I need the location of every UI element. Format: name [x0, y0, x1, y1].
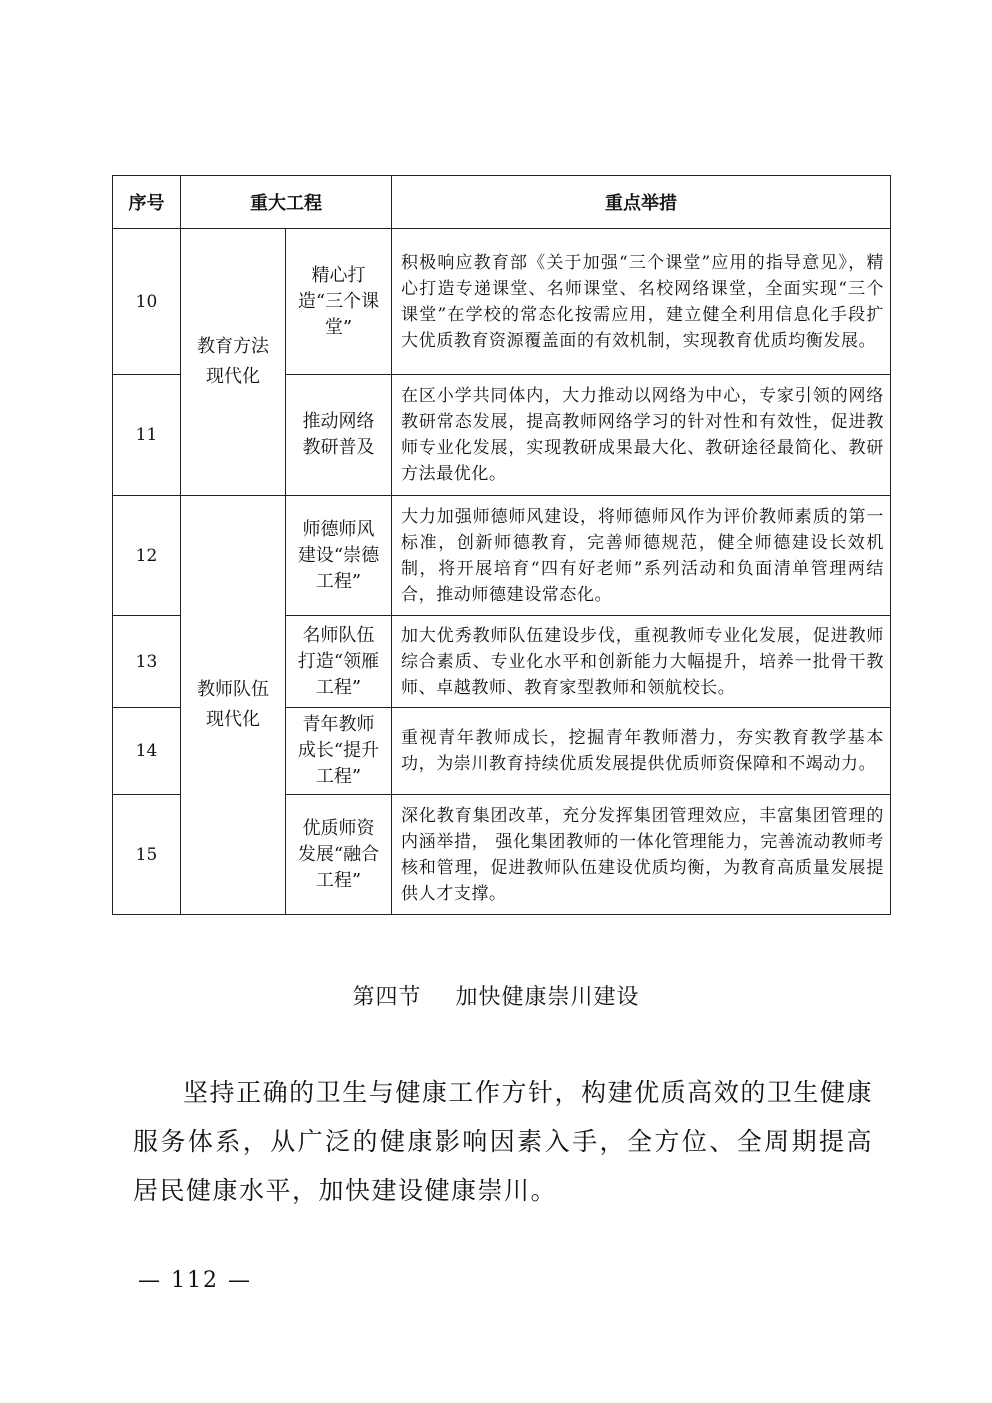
row-number: 10: [113, 229, 181, 375]
project-cell: 师德师风建设“崇德工程”: [286, 496, 392, 616]
table-header-row: [113, 176, 891, 229]
category-cell: [181, 496, 286, 915]
category-label: 教育方法现代化: [197, 336, 269, 387]
measures-cell: 积极响应教育部《关于加强“三个课堂”应用的指导意见》，精心打造专递课堂、名师课堂、名校网络课堂，全面实现“三个课堂”在学校的常态化按需应用，建立健全利用信息化手段扩大优质教育资源覆盖面的有效机制，实现教育优质均衡发展。: [392, 229, 891, 375]
row-number: 12: [113, 496, 181, 616]
row-number: 15: [113, 795, 181, 915]
measures-cell: 加大优秀教师队伍建设步伐，重视教师专业化发展，促进教师综合素质、专业化水平和创新能力大幅提升，培养一批骨干教师、卓越教师、教育家型教师和领航校长。: [392, 616, 891, 708]
header-project: 重大工程: [181, 176, 392, 229]
header-num: 序号: [113, 176, 181, 229]
table-row: [113, 496, 891, 616]
measures-table: [112, 175, 891, 915]
row-number: 14: [113, 708, 181, 795]
project-cell: 名师队伍打造“领雁工程”: [286, 616, 392, 708]
project-cell: 推动网络教研普及: [286, 375, 392, 496]
category-cell: [181, 229, 286, 496]
measures-cell: 大力加强师德师风建设，将师德师风作为评价教师素质的第一标准，创新师德教育，完善师德规范，健全师德建设长效机制，将开展培育“四有好老师”系列活动和负面清单管理两结合，推动师德建设常态化。: [392, 496, 891, 616]
section-title: 加快健康崇川建设: [455, 985, 640, 1010]
section-number: 第四节: [352, 985, 422, 1010]
row-number: 13: [113, 616, 181, 708]
project-cell: 青年教师成长“提升工程”: [286, 708, 392, 795]
project-cell: 优质师资发展“融合工程”: [286, 795, 392, 915]
project-cell: 精心打造“三个课堂”: [286, 229, 392, 375]
measures-cell: 深化教育集团改革，充分发挥集团管理效应，丰富集团管理的内涵举措， 强化集团教师的一体化管理能力，完善流动教师考核和管理，促进教师队伍建设优质均衡，为教育高质量发展提供人才支撑。: [392, 795, 891, 915]
table-row: [113, 229, 891, 375]
category-label: 教师队伍现代化: [197, 679, 269, 730]
measures-cell: 在区小学共同体内，大力推动以网络为中心，专家引领的网络教研常态发展，提高教师网络学习的针对性和有效性，促进教师专业化发展，实现教研成果最大化、教研途径最简化、教研方法最优化。: [392, 375, 891, 496]
section-heading: [0, 980, 992, 1011]
body-paragraph: 坚持正确的卫生与健康工作方针，构建优质高效的卫生健康服务体系，从广泛的健康影响因素入手，全方位、全周期提高居民健康水平，加快建设健康崇川。: [133, 1078, 873, 1205]
page-number: — 112 —: [138, 1268, 252, 1293]
measures-cell: 重视青年教师成长，挖掘青年教师潜力，夯实教育教学基本功，为崇川教育持续优质发展提供优质师资保障和不竭动力。: [392, 708, 891, 795]
header-measures: 重点举措: [392, 176, 891, 229]
row-number: 11: [113, 375, 181, 496]
